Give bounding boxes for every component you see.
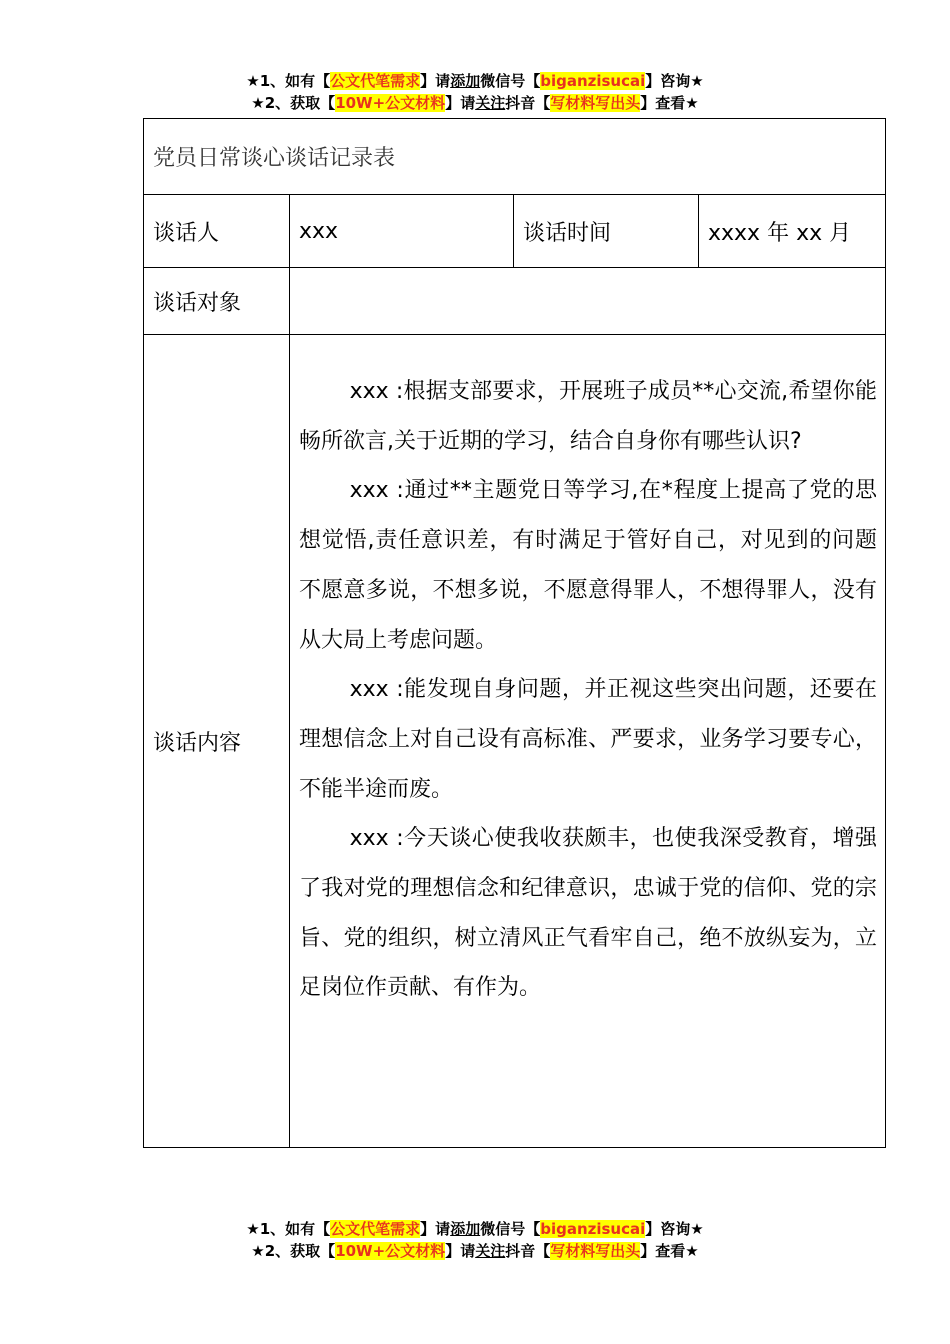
content-paragraph: xxx :今天谈心使我收获颇丰，也使我深受教育，增强了我对党的理想信念和纪律意识，忠诚于党的信仰、党的宗旨、党的组织，树立清风正气看牢自己，绝不放纵妄为，立足岗位作贡献、有作为。 xyxy=(299,826,878,1001)
banner-highlight: 10W+公文材料 xyxy=(335,94,446,112)
content-paragraph: xxx :能发现自身问题，并正视这些突出问题，还要在理想信念上对自己设有高标准、严要求，业务学习要专心，不能半途而废。 xyxy=(299,677,878,802)
banner-line-1 xyxy=(0,70,950,92)
banner-highlight: 公文代笔需求 xyxy=(330,72,421,90)
banner-highlight: 写材料写出头 xyxy=(550,1242,641,1260)
banner-text: 】请 xyxy=(445,94,476,112)
banner-text: 】请 xyxy=(420,72,451,90)
banner-highlight: 写材料写出头 xyxy=(550,94,641,112)
header-banner xyxy=(0,70,950,114)
talk-content-label: 谈话内容 xyxy=(144,335,290,1148)
banner-text: 微信号【 xyxy=(480,72,541,90)
banner-text: 抖音【 xyxy=(505,94,551,112)
talk-record-table xyxy=(143,118,886,1148)
banner-highlight: biganzisucai xyxy=(540,72,646,90)
banner-text: 抖音【 xyxy=(505,1242,551,1260)
banner-text: 】请 xyxy=(445,1242,476,1260)
banner-text: ★1、如有【 xyxy=(246,72,331,90)
banner-line-1 xyxy=(0,1218,950,1240)
talk-target-value xyxy=(290,268,886,335)
banner-text: 】查看★ xyxy=(640,1242,699,1260)
banner-underline: 关注 xyxy=(475,94,506,112)
content-paragraph: xxx :通过**主题党日等学习,在*程度上提高了党的思想觉悟,责任意识差，有时满足于管好自己，对见到的问题不愿意多说，不想多说，不愿意得罪人，不想得罪人，没有从大局上考虑问题。 xyxy=(299,478,878,653)
banner-text: 微信号【 xyxy=(480,1220,541,1238)
footer-banner xyxy=(0,1218,950,1262)
talker-value: xxx xyxy=(290,195,514,268)
banner-underline: 关注 xyxy=(475,1242,506,1260)
banner-text: ★1、如有【 xyxy=(246,1220,331,1238)
banner-line-2 xyxy=(0,92,950,114)
banner-text: 】请 xyxy=(420,1220,451,1238)
banner-highlight: 10W+公文材料 xyxy=(335,1242,446,1260)
banner-underline: 添加 xyxy=(450,1220,481,1238)
banner-line-2 xyxy=(0,1240,950,1262)
table-title: 党员日常谈心谈话记录表 xyxy=(144,119,886,195)
talk-time-label: 谈话时间 xyxy=(514,195,699,268)
content-paragraph: xxx :根据支部要求，开展班子成员**心交流,希望你能畅所欲言,关于近期的学习，结合自身你有哪些认识? xyxy=(299,379,878,454)
banner-highlight: biganzisucai xyxy=(540,1220,646,1238)
banner-text: 】查看★ xyxy=(640,94,699,112)
talker-label: 谈话人 xyxy=(144,195,290,268)
banner-highlight: 公文代笔需求 xyxy=(330,1220,421,1238)
talk-target-label: 谈话对象 xyxy=(144,268,290,335)
banner-text: 】咨询★ xyxy=(645,72,704,90)
banner-text: ★2、获取【 xyxy=(251,1242,336,1260)
talk-content-body xyxy=(290,335,886,1148)
talk-time-value: xxxx 年 xx 月 xyxy=(699,195,886,268)
banner-text: ★2、获取【 xyxy=(251,94,336,112)
banner-underline: 添加 xyxy=(450,72,481,90)
banner-text: 】咨询★ xyxy=(645,1220,704,1238)
